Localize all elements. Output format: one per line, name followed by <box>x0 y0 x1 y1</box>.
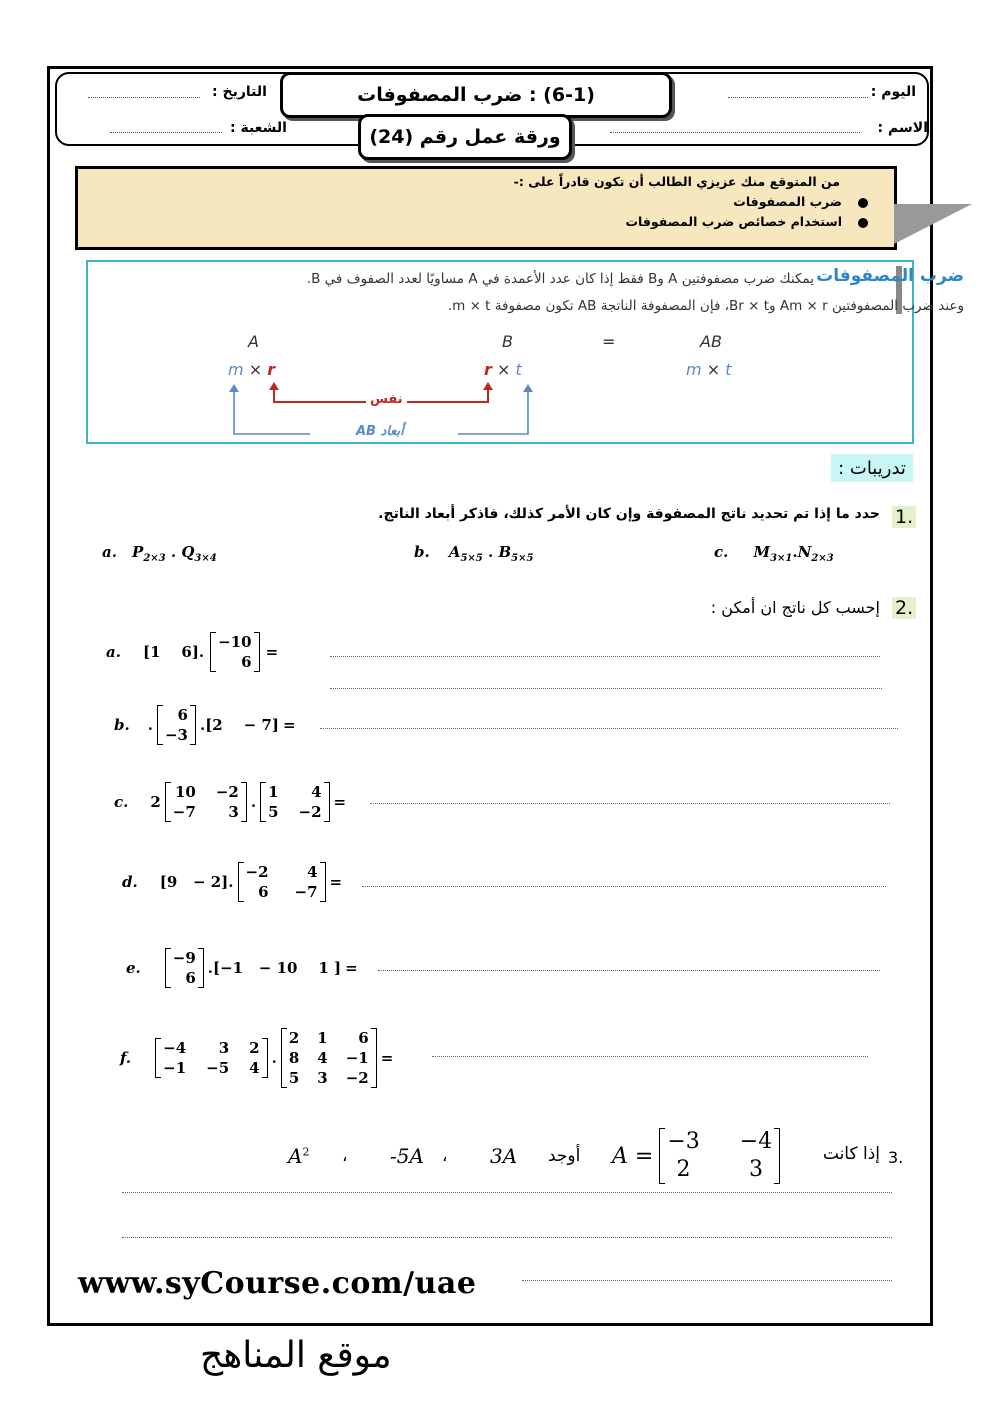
times-sign: × <box>706 360 721 379</box>
matrix-entry: 2 <box>249 1039 260 1057</box>
matrix-entry: 1 <box>317 1029 328 1047</box>
matrix-entry: −3 <box>667 1129 700 1154</box>
section-field[interactable] <box>110 132 222 133</box>
matrix-entry: 1 <box>268 783 279 801</box>
q2-item-f: f. −4 3 2 −1 −5 4 . 2 1 6 8 4 −1 5 3 −2 = <box>120 1029 394 1087</box>
matrix <box>260 782 329 822</box>
matrix-entry: 2 <box>212 716 223 734</box>
times-sign: × <box>496 360 511 379</box>
q2-item-c: c. 2 10 −2 −7 3 . 1 4 5 −2 = <box>114 783 347 821</box>
matrix-name: N <box>797 543 812 561</box>
matrix <box>238 862 326 902</box>
item-label: b. <box>414 543 430 561</box>
column-matrix <box>157 705 196 745</box>
times-sign: × <box>248 360 263 379</box>
column-matrix <box>210 632 259 672</box>
dim-t: t <box>725 360 732 379</box>
exercises-label: تدريبات : <box>831 454 913 482</box>
matrix-entry: 4 <box>317 1049 328 1067</box>
page-corner-tab <box>894 204 974 248</box>
matrix-entry: 2 <box>288 1029 300 1047</box>
matrix-entry: −5 <box>206 1059 230 1077</box>
objectives-intro: من المتوقع منك عزيزي الطالب أن تكون قادراً على :- <box>513 174 840 189</box>
equals-sign: = <box>333 793 347 811</box>
matrix-dims: 5×5 <box>511 553 534 564</box>
A-equals: A = <box>612 1143 654 1169</box>
matrix-entry: − 10 <box>258 959 298 977</box>
matrix-entry: −2 <box>298 803 322 821</box>
matrix-entry: 6 <box>241 653 252 671</box>
matrix-entry: 6 <box>181 643 192 661</box>
equals-sign: = <box>282 716 296 734</box>
diagram-AB: AB <box>700 332 722 351</box>
answer-line[interactable] <box>378 970 880 971</box>
column-matrix <box>165 948 204 988</box>
matrix-entry: −2 <box>345 1069 369 1087</box>
exponent: 2 <box>302 1145 310 1159</box>
q2-number: 2. <box>892 597 916 619</box>
q3-find-label: أوجد <box>548 1146 581 1166</box>
q3-target: A <box>288 1144 303 1168</box>
q1-text: حدد ما إذا تم تحديد ناتج المصفوفة وإن كان الأمر كذلك، فاذكر أبعاد الناتج. <box>378 506 880 522</box>
item-label: c. <box>114 793 129 811</box>
matrix-entry: 3 <box>748 1157 763 1182</box>
matrix-entry: − 2 <box>192 873 222 891</box>
q3-separator: ، <box>342 1146 348 1166</box>
q1-item-b: b. $A_{5\times 5}$ . $B_{5\times 5}$ <box>414 543 534 564</box>
item-label: d. <box>122 873 138 891</box>
answer-line[interactable] <box>370 803 890 804</box>
bullet-icon <box>858 218 868 228</box>
matrix-dims: 5×5 <box>460 553 483 564</box>
q3-matrix-def <box>612 1128 780 1184</box>
concept-line-2: وعند ضرب المصفوفتين Am × r وBr × t، فإن المصفوفة الناتجة AB تكون مصفوفة m × t. <box>447 298 964 314</box>
answer-line[interactable] <box>122 1192 892 1193</box>
matrix-dims: 2×3 <box>143 553 166 564</box>
matrix-entry: 5 <box>288 1069 300 1087</box>
matrix-dims: 2×3 <box>811 553 834 564</box>
answer-line[interactable] <box>320 728 898 729</box>
matrix-entry: −1 <box>163 1059 187 1077</box>
answer-line[interactable] <box>330 688 882 689</box>
name-label: الاسم : <box>877 120 928 136</box>
dim-t: t <box>515 360 522 379</box>
equals-sign: = <box>329 873 343 891</box>
matrix <box>659 1128 780 1184</box>
q3-target-square <box>288 1144 309 1168</box>
q3-target: -5A <box>390 1144 424 1168</box>
matrix-entry: −10 <box>218 633 252 651</box>
matrix-entry: −2 <box>215 783 239 801</box>
equals-sign: = <box>380 1049 394 1067</box>
answer-line[interactable] <box>362 886 886 887</box>
concept-title: ضرب المصفوفات <box>816 266 964 286</box>
same-label: نفس <box>366 392 407 407</box>
dims-label: أبعاد AB <box>356 424 404 439</box>
item-label: a. <box>102 543 117 561</box>
lesson-title: (6-1) : ضرب المصفوفات <box>280 72 672 118</box>
matrix-entry: −3 <box>164 726 188 744</box>
matrix-entry: 3 <box>228 803 239 821</box>
matrix-entry: 4 <box>307 863 318 881</box>
matrix-entry: 10 <box>174 783 196 801</box>
matrix-entry: −7 <box>294 883 318 901</box>
matrix-entry: 2 <box>676 1157 691 1182</box>
dim-m: m <box>686 360 702 379</box>
dim-r: r <box>484 360 492 379</box>
matrix-entry: 8 <box>288 1049 300 1067</box>
section-label: الشعبة : <box>230 120 287 136</box>
matrix-entry: 6 <box>177 706 188 724</box>
date-field[interactable] <box>88 97 200 98</box>
dim-m: m <box>228 360 244 379</box>
page-frame <box>47 66 933 1326</box>
equals-sign: = <box>345 959 358 977</box>
footer-text: موقع المناهج <box>200 1335 392 1376</box>
matrix-entry: 6 <box>258 883 269 901</box>
name-field[interactable] <box>610 132 860 133</box>
matrix-entry: 1 <box>150 643 161 661</box>
objective-item: استخدام خصائص ضرب المصفوفات <box>625 214 842 229</box>
item-label: a. <box>106 643 121 661</box>
matrix-name: Q <box>181 543 195 561</box>
matrix-entry: − 7 <box>243 716 272 734</box>
diagram-B: B <box>502 332 513 351</box>
matrix-entry: −2 <box>245 863 269 881</box>
site-watermark[interactable]: www.syCourse.com/uae <box>78 1266 477 1301</box>
matrix-dims: 3×1 <box>770 553 793 564</box>
scalar: 2 <box>150 793 161 811</box>
matrix-entry: −9 <box>172 949 196 967</box>
q3-target: 3A <box>490 1144 518 1168</box>
matrix-entry: 1 <box>318 959 329 977</box>
matrix-name: B <box>498 543 512 561</box>
bullet-icon <box>858 198 868 208</box>
concept-line-1: يمكنك ضرب مصفوفتين A وB فقط إذا كان عدد الأعمدة في A مساويًا لعدد الصفوف في B. <box>306 271 814 287</box>
objective-item: ضرب المصفوفات <box>733 194 842 209</box>
q3-separator: ، <box>442 1146 448 1166</box>
item-label: f. <box>120 1049 132 1067</box>
matrix-name: A <box>448 543 461 561</box>
diagram-eq: = <box>602 332 616 351</box>
diagram-dims-A <box>228 360 275 379</box>
matrix <box>165 782 247 822</box>
item-label: c. <box>714 543 729 561</box>
matrix-dims: 3×4 <box>194 553 217 564</box>
dim-r: r <box>267 360 276 379</box>
matrix-entry: −1 <box>345 1049 369 1067</box>
matrix-entry: 3 <box>218 1039 230 1057</box>
q2-item-d: d. [9 − 2]. −2 4 6 −7 = <box>122 863 343 901</box>
date-label: التاريخ : <box>212 84 267 100</box>
matrix-entry: 4 <box>249 1059 260 1077</box>
answer-line[interactable] <box>122 1237 892 1238</box>
q1-number: 1. <box>892 506 916 528</box>
q2-item-e: e. −9 6 .[−1 − 10 1 ] = <box>126 949 358 987</box>
q3-number: 3. <box>888 1148 904 1167</box>
answer-line[interactable] <box>522 1280 892 1281</box>
diagram-dims-AB <box>686 360 731 379</box>
q1-item-c: c. $M_{3\times 1}.N_{2\times 3}$ <box>714 543 834 564</box>
matrix-entry: 9 <box>166 873 178 891</box>
matrix-entry: −4 <box>163 1039 187 1057</box>
matrix-entry: 6 <box>358 1029 369 1047</box>
q2-item-b: b. . 6 −3 .[2 − 7] = <box>114 706 296 744</box>
q1-item-a: a. $P_{2\times 3}$ . $Q_{3\times 4}$ <box>102 543 217 564</box>
q3-if-label: إذا كانت <box>822 1144 880 1164</box>
sheet-title: ورقة عمل رقم (24) <box>358 114 572 160</box>
equals-sign: = <box>265 643 279 661</box>
matrix <box>281 1028 377 1088</box>
day-label: اليوم : <box>870 84 916 100</box>
diagram-dims-B <box>484 360 522 379</box>
matrix-entry: −4 <box>739 1129 773 1154</box>
day-field[interactable] <box>728 97 868 98</box>
matrix-entry: −1 <box>220 959 244 977</box>
item-label: e. <box>126 959 141 977</box>
matrix-entry: 4 <box>311 783 322 801</box>
matrix-name: M <box>753 543 771 561</box>
matrix <box>155 1038 267 1078</box>
diagram-A: A <box>248 332 259 351</box>
q2-text: إحسب كل ناتج ان أمكن : <box>710 598 880 617</box>
matrix-entry: 6 <box>185 969 196 987</box>
answer-line[interactable] <box>330 656 880 657</box>
q2-item-a: a. [1 6]. −10 6 = <box>106 633 279 671</box>
item-label: b. <box>114 716 130 734</box>
matrix-entry: 5 <box>268 803 279 821</box>
matrix-entry: 3 <box>317 1069 328 1087</box>
matrix-entry: −7 <box>172 803 196 821</box>
answer-line[interactable] <box>432 1056 868 1057</box>
matrix-name: P <box>132 543 144 561</box>
